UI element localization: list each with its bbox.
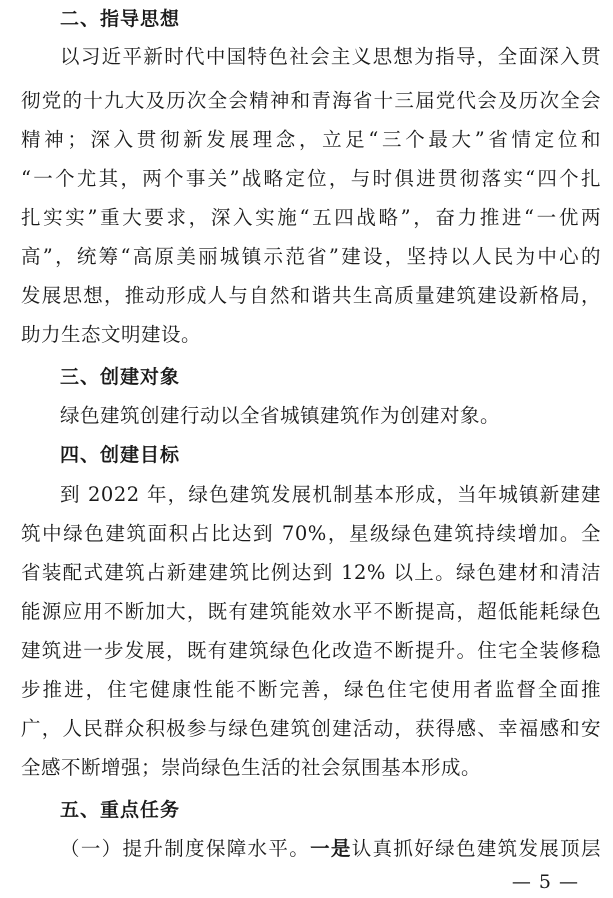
paragraph-line: 步推进，住宅健康性能不断完善，绿色住宅使用者监督全面推 [21, 678, 601, 701]
paragraph-line: 能源应用不断加大，既有建筑能效水平不断提高，超低能耗绿色 [21, 600, 601, 623]
task-emphasis: 一是 [310, 837, 352, 860]
paragraph-line [60, 836, 601, 862]
paragraph-line: 建筑进一步发展，既有建筑绿色化改造不断提升。住宅全装修稳 [21, 639, 601, 662]
paragraph-line: 精神；深入贯彻新发展理念，立足“三个最大”省情定位和 [21, 128, 601, 151]
task-item-title: （一）提升制度保障水平。 [60, 837, 311, 860]
paragraph-line: 扎实实”重大要求，深入实施“五四战略”，奋力推进“一优两 [21, 206, 601, 229]
paragraph-line: 以习近平新时代中国特色社会主义思想为指导，全面深入贯 [60, 45, 601, 68]
paragraph-line: 助力生态文明建设。 [21, 323, 202, 346]
paragraph-line: 高”，统筹“高原美丽城镇示范省”建设，坚持以人民为中心的 [21, 245, 601, 268]
paragraph-line: 彻党的十九大及历次全会精神和青海省十三届党代会及历次全会 [21, 89, 601, 112]
task-item-text: 认真抓好绿色建筑发展顶层 [351, 837, 601, 860]
paragraph-line: 到 2022 年，绿色建筑发展机制基本形成，当年城镇新建建 [60, 483, 601, 506]
paragraph-line: 发展思想，推动形成人与自然和谐共生高质量建筑建设新格局， [21, 284, 601, 307]
paragraph-line: “一个尤其，两个事关”战略定位，与时俱进贯彻落实“四个扎 [21, 167, 601, 190]
paragraph-line: 全感不断增强；崇尚绿色生活的社会氛围基本形成。 [21, 756, 482, 779]
paragraph-line: 广，人民群众积极参与绿色建筑创建活动，获得感、幸福感和安 [21, 717, 601, 740]
section-heading-key-tasks: 五、重点任务 [60, 799, 181, 821]
section-heading-guiding-ideology: 二、指导思想 [60, 8, 181, 30]
section-heading-creation-goals: 四、创建目标 [60, 444, 181, 466]
section-heading-creation-object: 三、创建对象 [60, 366, 181, 388]
page-number: — 5 — [511, 871, 579, 893]
paragraph-line: 筑中绿色建筑面积占比达到 70%，星级绿色建筑持续增加。全 [21, 522, 601, 545]
paragraph-line: 绿色建筑创建行动以全省城镇建筑作为创建对象。 [60, 404, 501, 427]
paragraph-line: 省装配式建筑占新建建筑比例达到 12% 以上。绿色建材和清洁 [21, 561, 601, 584]
